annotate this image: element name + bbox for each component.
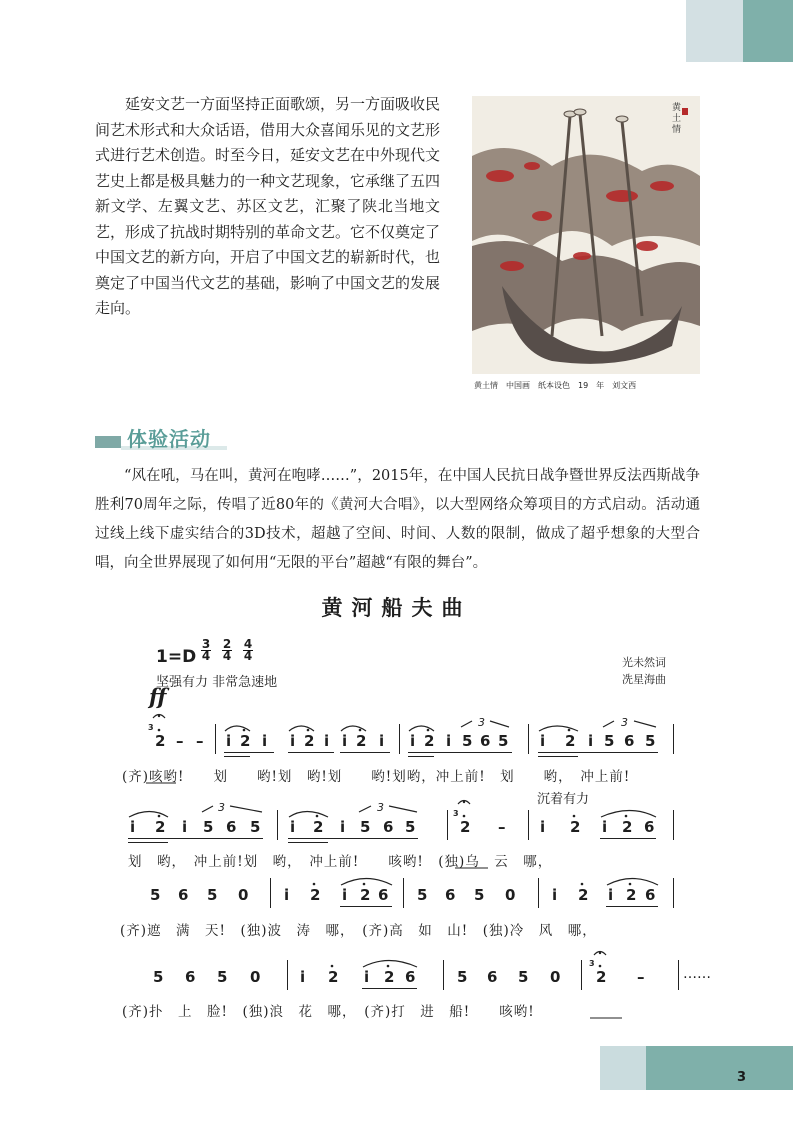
note: 0 xyxy=(238,886,249,904)
triplet-bracket xyxy=(359,806,417,812)
note: 2 xyxy=(356,732,367,750)
note: 6 xyxy=(378,886,389,904)
underline-beam xyxy=(538,756,578,757)
note: i xyxy=(446,732,452,750)
slur xyxy=(601,811,656,818)
svg-text:3: 3 xyxy=(218,801,225,814)
underline-beam xyxy=(362,988,417,989)
underline-beam xyxy=(340,906,392,907)
note: 6 xyxy=(645,886,656,904)
underline-beam xyxy=(288,842,328,843)
header-tab-light xyxy=(686,0,743,62)
note: 5 xyxy=(457,968,468,986)
painting-illustration xyxy=(472,96,700,374)
note: 6 xyxy=(644,818,655,836)
note: 2 xyxy=(304,732,315,750)
note: 6 xyxy=(185,968,196,986)
note: 2 xyxy=(424,732,435,750)
slur xyxy=(289,726,314,731)
barline xyxy=(673,724,674,754)
triplet-bracket xyxy=(461,721,509,727)
barline xyxy=(399,724,400,754)
lyrics-line-4: (齐)扑 上 脸! (独)浪 花 哪， (齐)打 进 船! 咳哟! xyxy=(122,1004,535,1020)
svg-text:3: 3 xyxy=(148,723,154,732)
fermata xyxy=(594,952,606,956)
note: 2 xyxy=(565,732,576,750)
time-signature-1: 3 4 xyxy=(201,637,211,663)
note: 6 xyxy=(178,886,189,904)
note: i xyxy=(602,818,608,836)
underline-beam xyxy=(538,752,658,753)
note: i xyxy=(342,732,348,750)
triplet-bracket xyxy=(603,721,656,727)
svg-text:3: 3 xyxy=(621,716,628,729)
underline-beam xyxy=(288,838,418,839)
painting-caption: 黄土情 中国画 纸本设色 19 年 刘文西 xyxy=(474,381,637,390)
song-title: 黄河船夫曲 xyxy=(321,595,472,620)
note: 5 xyxy=(217,968,228,986)
note: 2 xyxy=(155,818,166,836)
note: i xyxy=(410,732,416,750)
svg-text:情: 情 xyxy=(672,125,682,135)
slur xyxy=(539,726,578,731)
note: 6 xyxy=(480,732,491,750)
underline-beam xyxy=(128,842,168,843)
note: i xyxy=(540,818,546,836)
barline xyxy=(673,810,674,840)
underline-beam xyxy=(340,752,390,753)
barline xyxy=(528,724,529,754)
note: 5 xyxy=(474,886,485,904)
slur xyxy=(363,961,417,968)
note: 2 xyxy=(240,732,251,750)
note: 6 xyxy=(624,732,635,750)
slur xyxy=(409,726,434,731)
barline xyxy=(270,878,271,908)
note: i xyxy=(379,732,385,750)
note: i xyxy=(262,732,268,750)
note: 2 xyxy=(626,886,637,904)
note: 6 xyxy=(226,818,237,836)
footer-block-dark xyxy=(646,1046,793,1090)
note-dash: – xyxy=(637,968,645,986)
tempo-marking: 坚强有力 非常急速地 xyxy=(156,675,278,690)
note-dash: – xyxy=(176,732,184,750)
painting-image xyxy=(472,96,700,374)
note: 6 xyxy=(405,968,416,986)
note: i xyxy=(290,732,296,750)
dynamic-ff: ff xyxy=(149,684,167,709)
note: i xyxy=(182,818,188,836)
note: 2 xyxy=(578,886,589,904)
underline-beam xyxy=(128,838,263,839)
slur xyxy=(289,812,328,818)
note: 5 xyxy=(462,732,473,750)
barline xyxy=(277,810,278,840)
barline xyxy=(678,960,679,990)
svg-text:3: 3 xyxy=(453,809,459,818)
underline-beam xyxy=(288,752,334,753)
note: 5 xyxy=(153,968,164,986)
note: 0 xyxy=(550,968,561,986)
svg-text:3: 3 xyxy=(478,716,485,729)
note: 2 xyxy=(310,886,321,904)
triplet-bracket xyxy=(202,806,262,812)
note: i xyxy=(130,818,136,836)
note: 5 xyxy=(417,886,428,904)
underline-beam xyxy=(224,756,250,757)
fermata xyxy=(458,801,470,805)
underline-beam xyxy=(600,838,656,839)
slur xyxy=(341,726,366,731)
barline xyxy=(528,810,529,840)
slur xyxy=(341,879,392,886)
barline xyxy=(581,960,582,990)
fermata xyxy=(153,715,165,719)
note: 5 xyxy=(518,968,529,986)
page-number: 3 xyxy=(737,1070,747,1085)
note: i xyxy=(324,732,330,750)
note-dash: – xyxy=(498,818,506,836)
underline-beam xyxy=(606,906,658,907)
lyrics-line-3: (齐)遮 满 天! (独)波 涛 哪， (齐)高 如 山! (独)冷 风 哪， xyxy=(120,923,597,939)
time-signature-2: 2 4 xyxy=(222,637,232,663)
note: 5 xyxy=(150,886,161,904)
note: 6 xyxy=(383,818,394,836)
note: 5 xyxy=(203,818,214,836)
note: 5 xyxy=(405,818,416,836)
svg-text:3: 3 xyxy=(589,959,595,968)
svg-text:黄: 黄 xyxy=(672,103,682,113)
section-title: 体验活动 xyxy=(127,427,211,451)
svg-text:土: 土 xyxy=(672,114,682,124)
underline-beam xyxy=(408,756,434,757)
note: 0 xyxy=(505,886,516,904)
note: 5 xyxy=(360,818,371,836)
note: 5 xyxy=(250,818,261,836)
barline xyxy=(215,724,216,754)
note: i xyxy=(608,886,614,904)
section-marker xyxy=(95,436,121,448)
note: 6 xyxy=(487,968,498,986)
barline xyxy=(447,810,448,840)
slur xyxy=(225,726,250,731)
note: 2 xyxy=(155,732,166,750)
barline xyxy=(443,960,444,990)
note: 5 xyxy=(604,732,615,750)
note: 6 xyxy=(445,886,456,904)
barline xyxy=(673,878,674,908)
key-signature: 1=D xyxy=(156,647,197,667)
composer-credit: 冼星海曲 xyxy=(622,673,666,686)
underline-beam xyxy=(224,752,274,753)
note: 2 xyxy=(360,886,371,904)
slur xyxy=(129,812,168,818)
barline xyxy=(538,878,539,908)
time-signature-3: 4 4 xyxy=(243,637,253,663)
note: 2 xyxy=(596,968,607,986)
tempo-marking-2: 沉着有力 xyxy=(537,792,590,807)
footer-block-light xyxy=(600,1046,646,1090)
underline-beam xyxy=(408,752,512,753)
note: i xyxy=(300,968,306,986)
activity-paragraph: “风在吼，马在叫，黄河在咆哮……”，2015年，在中国人民抗日战争暨世界反法西斯战争胜利70周年之际，传唱了近80年的《黄河大合唱》，以大型网络众筹项目的方式启动。活动通过线上线下虚实结合的3D技术，超越了空间、时间、人数的限制，做成了超乎想象的大型合唱，向全世界展现了如何用“无限的平台”超越“有限的舞台”。 xyxy=(95,468,700,571)
note-dash: – xyxy=(196,732,204,750)
intro-paragraph: 延安文艺一方面坚持正面歌颂，另一方面吸收民间艺术形式和大众话语，借用大众喜闻乐见的文艺形式进行艺术创造。时至今日，延安文艺在中外现代文艺史上都是极具魅力的一种文艺现象，它承继了五四新文学、左翼文艺、苏区文艺，汇聚了陕北当地文艺，形成了抗战时期特别的革命文艺。它不仅奠定了中国文艺的新方向，开启了中国文艺的崭新时代，也奠定了中国当代文艺的基础，影响了中国文艺的发展走向。 xyxy=(95,95,441,317)
barline xyxy=(287,960,288,990)
note: 2 xyxy=(460,818,471,836)
lyricist-credit: 光未然词 xyxy=(622,656,666,669)
continuation-ellipsis: …… xyxy=(683,966,711,982)
note: i xyxy=(290,818,296,836)
barline xyxy=(403,878,404,908)
svg-text:3: 3 xyxy=(377,801,384,814)
note: i xyxy=(364,968,370,986)
header-tab-dark xyxy=(743,0,793,62)
lyrics-line-2: 划 哟， 冲上前!划 哟， 冲上前! 咳哟! (独)乌 云 哪， xyxy=(128,854,553,870)
note: 0 xyxy=(250,968,261,986)
note: i xyxy=(552,886,558,904)
note: 2 xyxy=(328,968,339,986)
note: i xyxy=(340,818,346,836)
lyrics-line-1: (齐)咳哟! 划 哟!划 哟!划 哟!划哟，冲上前! 划 哟， 冲上前! xyxy=(122,769,631,785)
note: 2 xyxy=(384,968,395,986)
note: i xyxy=(226,732,232,750)
note: i xyxy=(342,886,348,904)
note: 2 xyxy=(622,818,633,836)
note: 5 xyxy=(645,732,656,750)
note: 5 xyxy=(498,732,509,750)
note: i xyxy=(588,732,594,750)
note: i xyxy=(540,732,546,750)
note: i xyxy=(284,886,290,904)
note: 2 xyxy=(570,818,581,836)
slur xyxy=(607,879,658,886)
note: 5 xyxy=(207,886,218,904)
note: 2 xyxy=(313,818,324,836)
